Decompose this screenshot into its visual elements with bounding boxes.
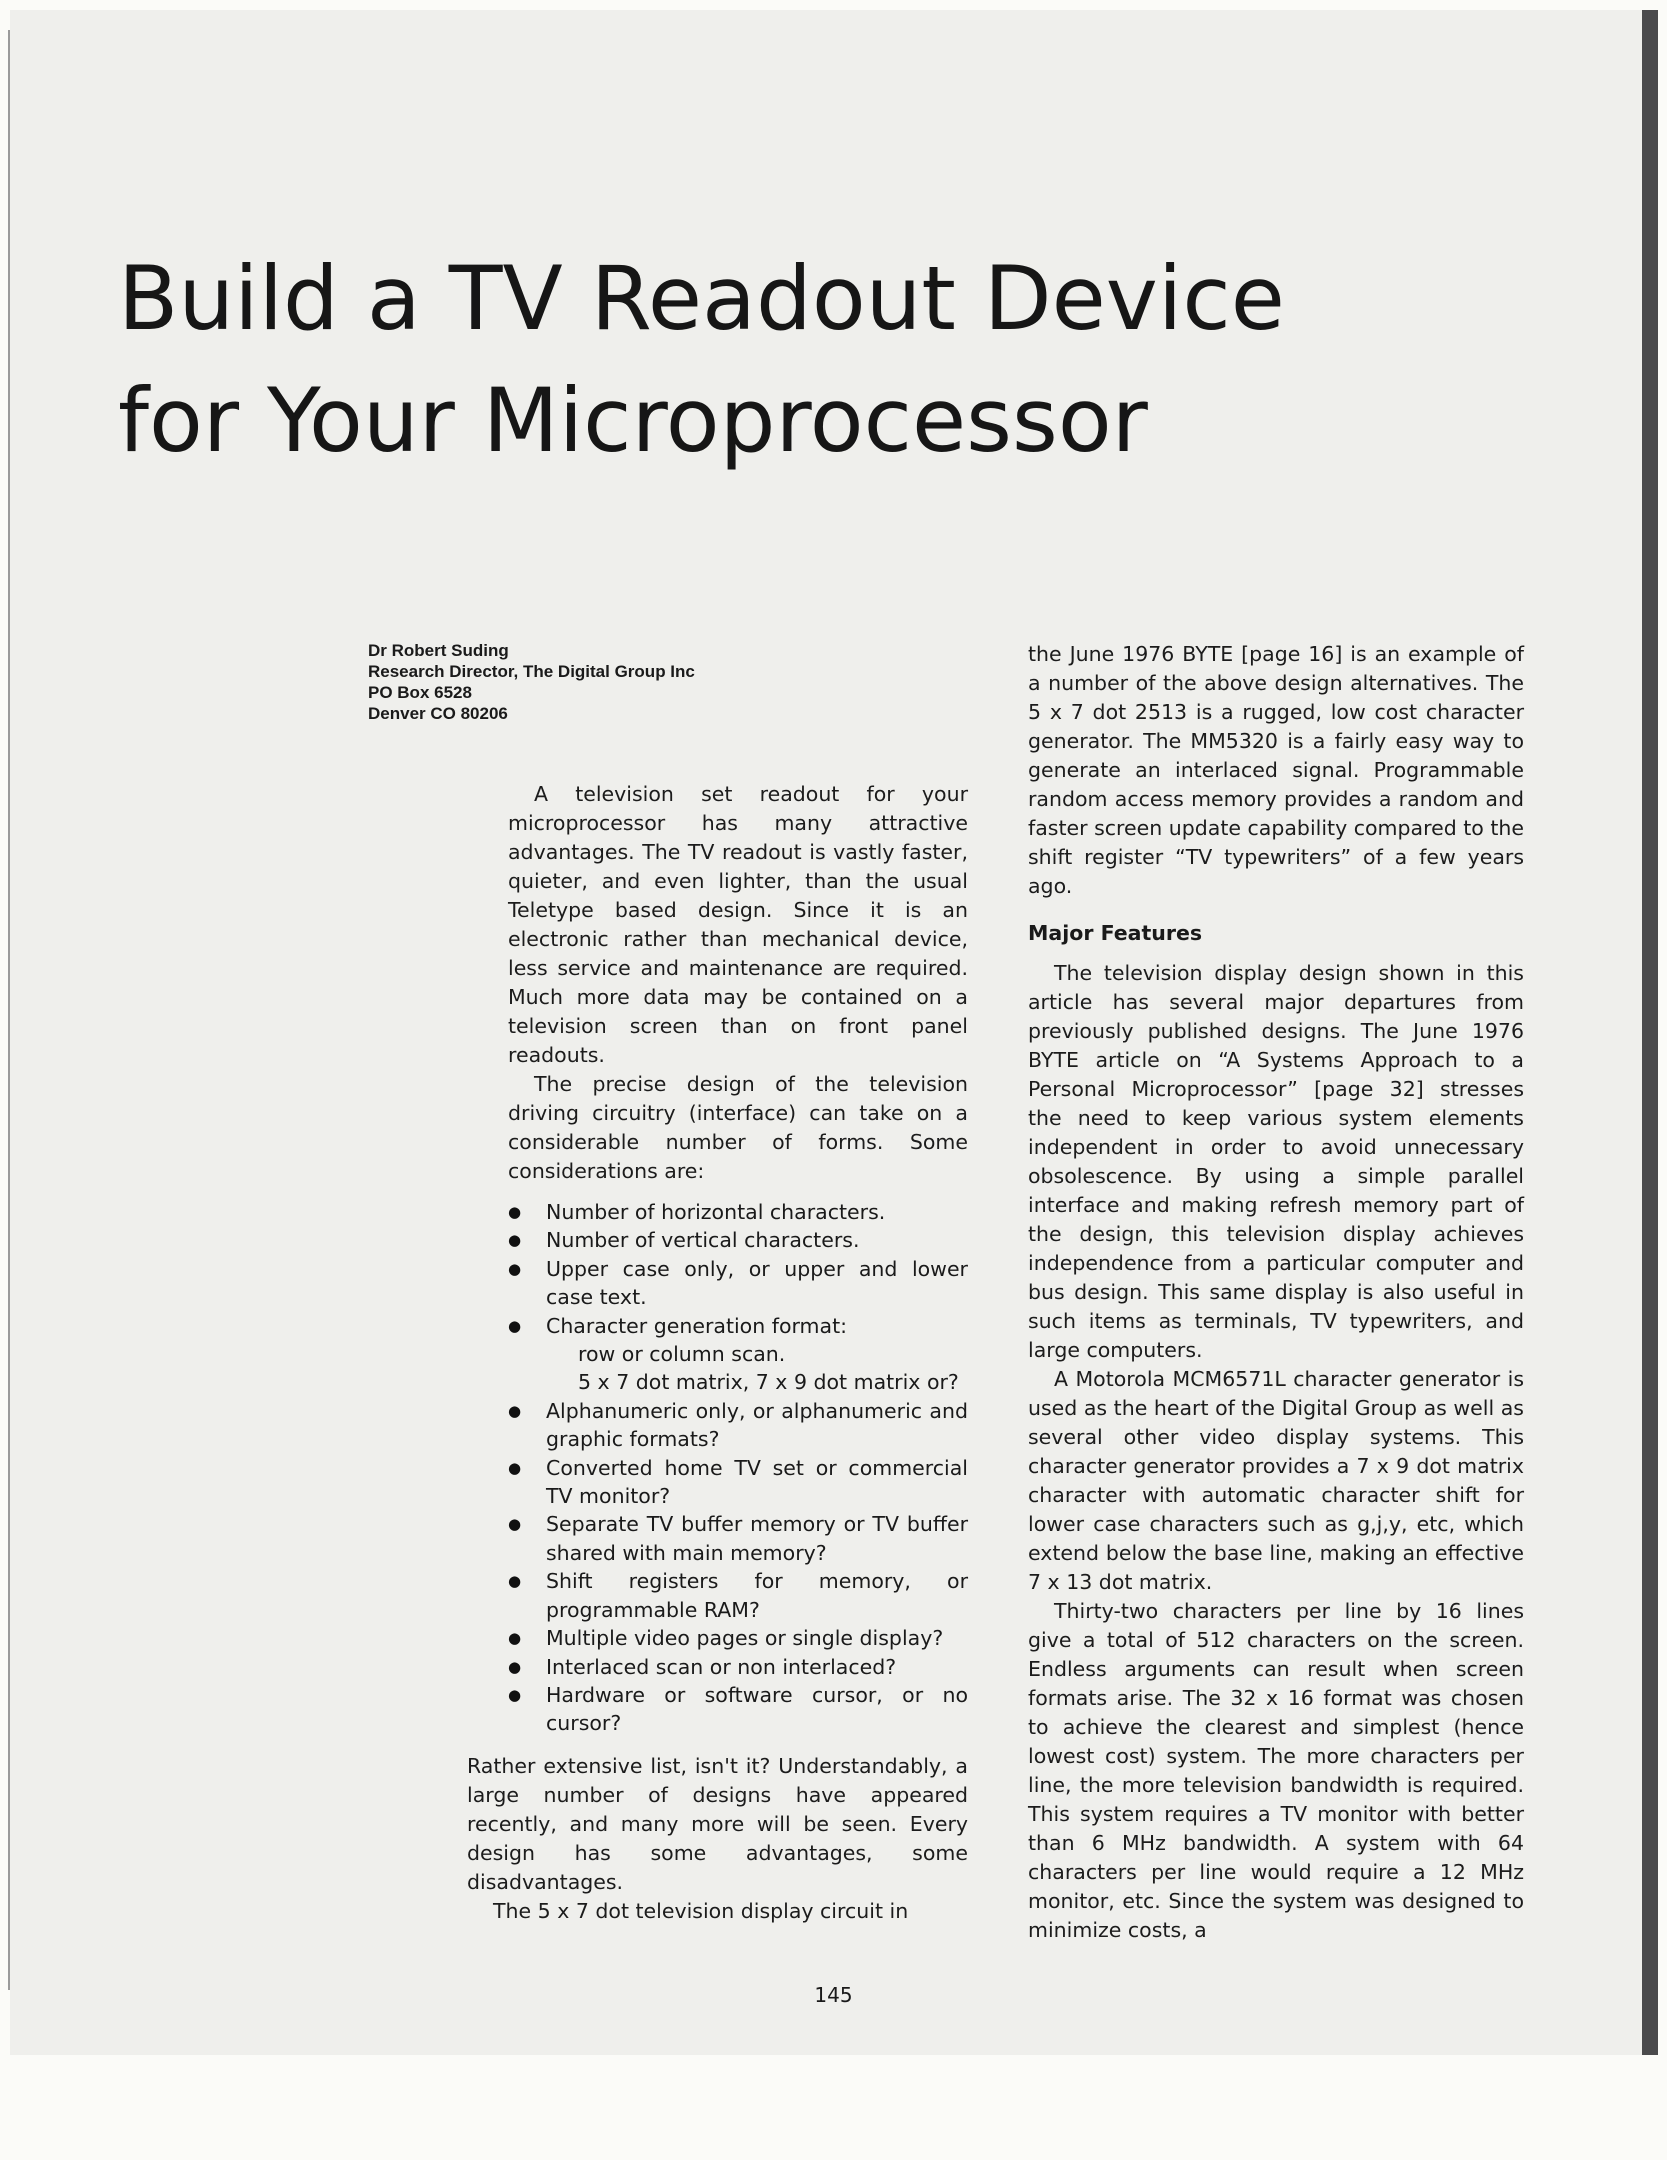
- author-byline: [368, 640, 968, 724]
- author-city: Denver CO 80206: [368, 704, 508, 723]
- list-item: ● Alphanumeric only, or alphanumeric and graphic formats?: [508, 1397, 968, 1454]
- author-name: Dr Robert Suding: [368, 641, 509, 660]
- list-item: ● Hardware or software cursor, or no cursor?: [508, 1681, 968, 1738]
- list-item: ● Multiple video pages or single display?: [508, 1624, 968, 1652]
- right-column: [1028, 640, 1524, 1945]
- paragraph: Thirty-two characters per line by 16 lines give a total of 512 characters on the screen. Endless arguments can result when screen formats arise. The 32 x 16 format was chosen to achieve the clearest and simplest (hence lowest cost) system. The more characters per line, the more television bandwidth is required. This system requires a TV monitor with better than 6 MHz bandwidth. A system with 64 characters per line would require a 12 MHz monitor, etc. Since the system was designed to minimize costs, a: [1028, 1599, 1524, 1942]
- paragraph: The television display design shown in this article has several major departures from previously published designs. The June 1976 BYTE article on “A Systems Approach to a Personal Microprocessor” [page 32] stresses the need to keep various system elements independent in order to avoid unnecessary obsolescence. By using a simple parallel interface and making refresh memory part of the design, this television display achieves independence from a particular computer and bus design. This same display is also useful in such items as terminals, TV typewriters, and large computers.: [1028, 961, 1524, 1362]
- list-item: ● Converted home TV set or commercial TV monitor?: [508, 1454, 968, 1511]
- paragraph: Rather extensive list, isn't it? Understandably, a large number of designs have appeared recently, and many more will be seen. Every design has some advantages, some disadvantages.: [467, 1753, 968, 1894]
- author-po-box: PO Box 6528: [368, 683, 472, 702]
- paragraph: A Motorola MCM6571L character generator is used as the heart of the Digital Group as well as several other video display systems. This character generator provides a 7 x 9 dot matrix character with automatic character shift for lower case characters such as g,j,y, etc, which extend below the base line, making an effective 7 x 13 dot matrix.: [1028, 1367, 1524, 1594]
- list-item: ● Upper case only, or upper and lower case text.: [508, 1255, 968, 1312]
- left-margin-rule: [8, 30, 10, 1990]
- article-title: [118, 238, 1285, 482]
- paragraph: A television set readout for your microprocessor has many attractive advantages. The TV readout is vastly faster, quieter, and even lighter, than the usual Teletype based design. Since it is an electronic rather than mechanical device, less service and maintenance are required. Much more data may be contained on a television screen than on front panel readouts.: [508, 782, 968, 1067]
- page-number: 145: [814, 1983, 853, 2007]
- paragraph: The 5 x 7 dot television display circuit in: [493, 1898, 909, 1923]
- section-heading: Major Features: [1028, 921, 1203, 945]
- title-line-1: Build a TV Readout Device: [118, 247, 1285, 350]
- left-column: [368, 640, 968, 1926]
- list-item: ● Number of vertical characters.: [508, 1226, 968, 1254]
- paragraph: The precise design of the television driving circuitry (interface) can take on a considerable number of forms. Some considerations are:: [508, 1072, 968, 1183]
- right-edge-shadow: [1642, 10, 1658, 2055]
- title-line-2: for Your Microprocessor: [118, 369, 1148, 472]
- author-position: Research Director, The Digital Group Inc: [368, 662, 695, 681]
- list-item: ● Shift registers for memory, or programmable RAM?: [508, 1567, 968, 1624]
- list-subitem: row or column scan.: [578, 1342, 786, 1367]
- list-item: ● Number of horizontal characters.: [508, 1198, 968, 1226]
- list-subitem: 5 x 7 dot matrix, 7 x 9 dot matrix or?: [578, 1370, 959, 1395]
- list-item: ● Character generation format: row or column scan. 5 x 7 dot matrix, 7 x 9 dot matrix or?: [508, 1312, 968, 1397]
- list-item: ● Separate TV buffer memory or TV buffer shared with main memory?: [508, 1510, 968, 1567]
- paragraph: the June 1976 BYTE [page 16] is an example of a number of the above design alternatives. The 5 x 7 dot 2513 is a rugged, low cost character generator. The MM5320 is a fairly easy way to generate an interlaced signal. Programmable random access memory provides a random and faster screen update capability compared to the shift register “TV typewriters” of a few years ago.: [1028, 642, 1524, 898]
- considerations-list: [508, 1198, 968, 1738]
- list-item: ● Interlaced scan or non interlaced?: [508, 1653, 968, 1681]
